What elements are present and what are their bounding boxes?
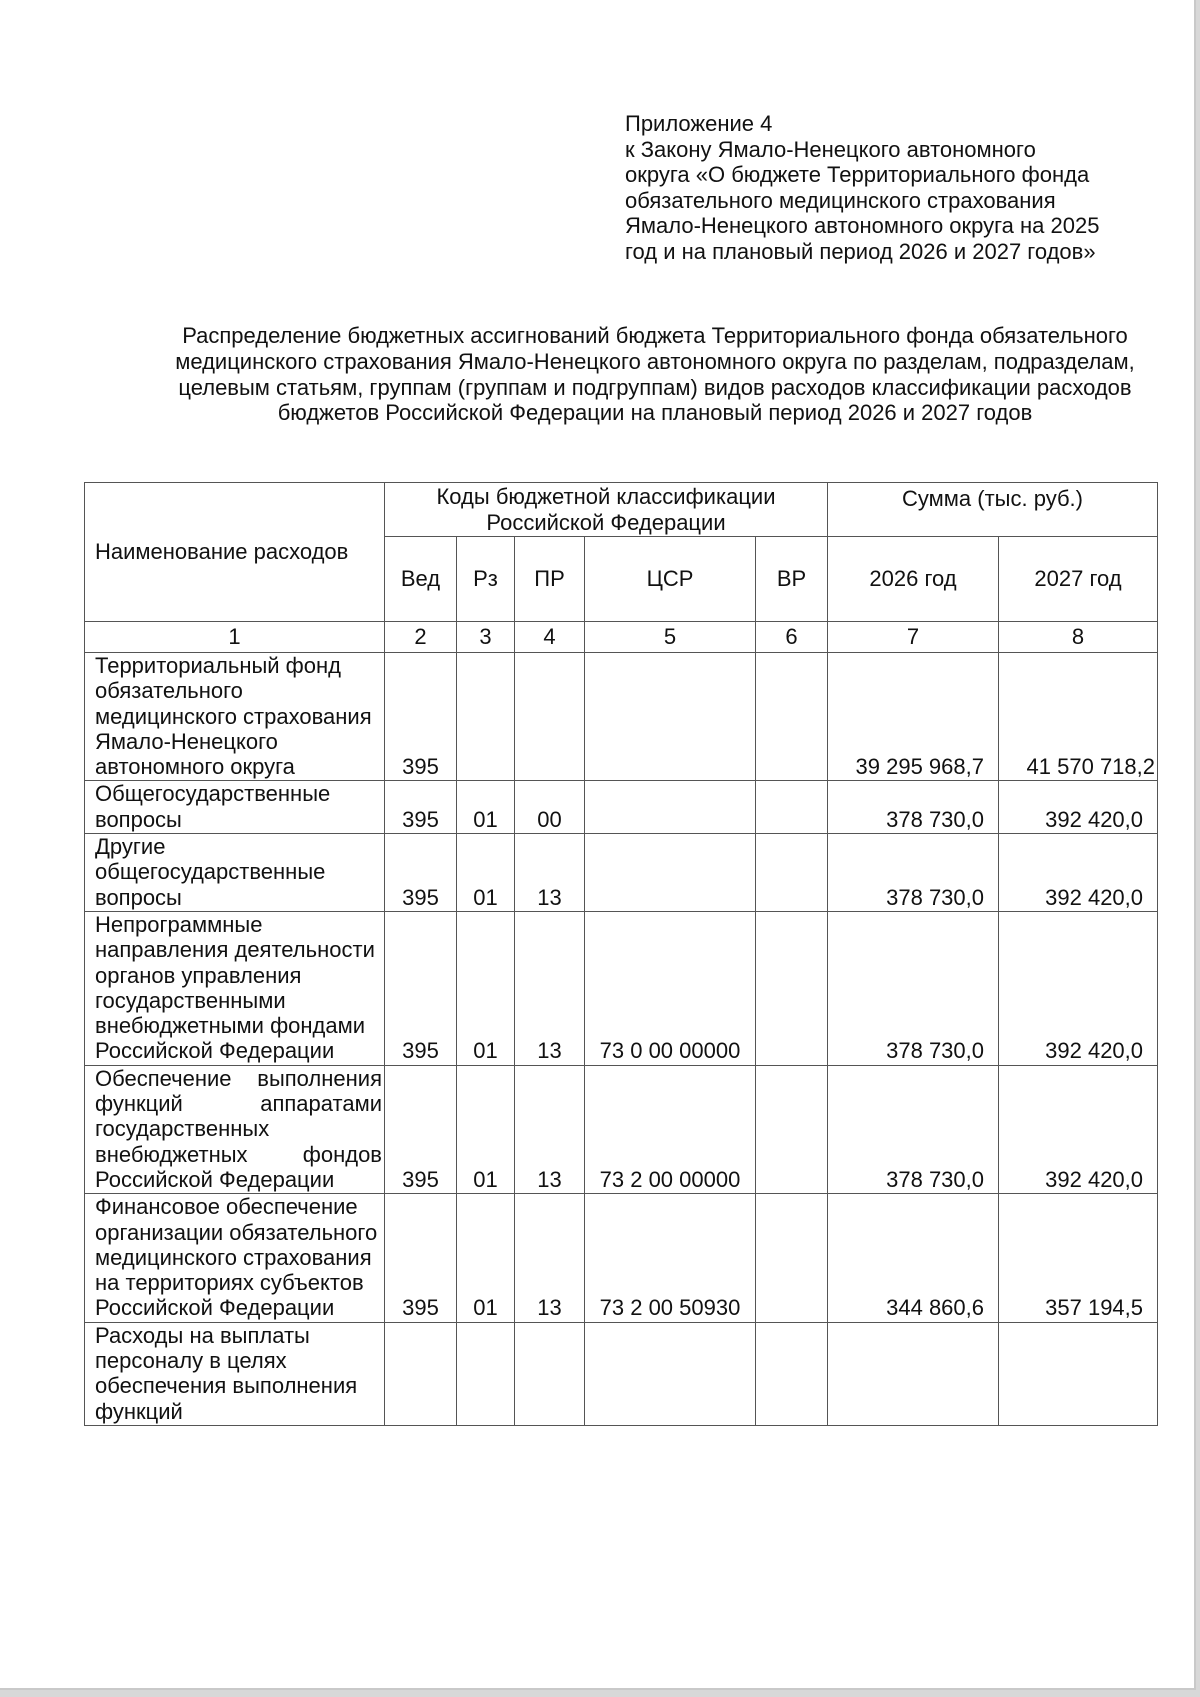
code-ved: 395 xyxy=(385,1065,457,1193)
header-rz: Рз xyxy=(457,537,515,622)
amount-2027: 392 420,0 xyxy=(999,834,1158,912)
appendix-reference xyxy=(625,111,1105,264)
code-csr: 73 2 00 50930 xyxy=(585,1194,756,1322)
amount-2027: 392 420,0 xyxy=(999,911,1158,1065)
code-ved: 395 xyxy=(385,653,457,781)
column-number-row xyxy=(85,622,1158,653)
header-year-2027: 2027 год xyxy=(999,537,1158,622)
header-codes: Коды бюджетной классификации Российской Федерации xyxy=(385,483,828,537)
amount-2026: 378 730,0 xyxy=(828,834,999,912)
amount-2026: 344 860,6 xyxy=(828,1194,999,1322)
header-sum: Сумма (тыс. руб.) xyxy=(828,483,1158,537)
amount-2027 xyxy=(999,1322,1158,1425)
header-name: Наименование расходов xyxy=(85,483,385,622)
table-row xyxy=(85,1194,1158,1322)
header-csr: ЦСР xyxy=(585,537,756,622)
code-csr xyxy=(585,781,756,834)
code-pr: 00 xyxy=(515,781,585,834)
code-pr: 13 xyxy=(515,834,585,912)
code-ved: 395 xyxy=(385,911,457,1065)
expense-name: Непрограммные направления деятельности органов управления государственными внебюджетными фондами Российской Федерации xyxy=(85,911,385,1065)
column-number: 3 xyxy=(457,622,515,653)
code-rz: 01 xyxy=(457,834,515,912)
table-row xyxy=(85,1065,1158,1193)
code-pr: 13 xyxy=(515,1065,585,1193)
amount-2026: 39 295 968,7 xyxy=(828,653,999,781)
expense-name: Обеспечение выполнения функций аппаратами государственных внебюджетных фондов Российской Федерации xyxy=(85,1065,385,1193)
expense-name: Другие общегосударственные вопросы xyxy=(85,834,385,912)
table-row xyxy=(85,1322,1158,1425)
code-csr xyxy=(585,653,756,781)
code-vr xyxy=(756,653,828,781)
code-rz: 01 xyxy=(457,1194,515,1322)
code-ved: 395 xyxy=(385,781,457,834)
expense-name: Финансовое обеспечение организации обязательного медицинского страхования на территориях субъектов Российской Федерации xyxy=(85,1194,385,1322)
header-pr: ПР xyxy=(515,537,585,622)
table-row xyxy=(85,834,1158,912)
amount-2026: 378 730,0 xyxy=(828,911,999,1065)
amount-2026: 378 730,0 xyxy=(828,1065,999,1193)
code-csr: 73 0 00 00000 xyxy=(585,911,756,1065)
code-vr xyxy=(756,834,828,912)
code-pr xyxy=(515,653,585,781)
code-rz: 01 xyxy=(457,781,515,834)
code-rz: 01 xyxy=(457,1065,515,1193)
code-vr xyxy=(756,1322,828,1425)
code-vr xyxy=(756,1194,828,1322)
amount-2026 xyxy=(828,1322,999,1425)
appendix-law-reference: к Закону Ямало-Ненецкого автономного округа «О бюджете Территориального фонда обязательного медицинского страхования Ямало-Ненецкого автономного округа на 2025 год и на плановый период 2026 и 2027 годов» xyxy=(625,136,1100,264)
table-row xyxy=(85,911,1158,1065)
column-number: 2 xyxy=(385,622,457,653)
code-rz xyxy=(457,1322,515,1425)
expense-name: Общегосударственные вопросы xyxy=(85,781,385,834)
column-number: 6 xyxy=(756,622,828,653)
column-number: 5 xyxy=(585,622,756,653)
code-rz: 01 xyxy=(457,911,515,1065)
code-ved: 395 xyxy=(385,1194,457,1322)
column-number: 8 xyxy=(999,622,1158,653)
column-number: 1 xyxy=(85,622,385,653)
budget-allocation-table xyxy=(84,482,1158,1426)
code-vr xyxy=(756,911,828,1065)
header-year-2026: 2026 год xyxy=(828,537,999,622)
table-row xyxy=(85,653,1158,781)
amount-2027: 392 420,0 xyxy=(999,781,1158,834)
amount-2027: 357 194,5 xyxy=(999,1194,1158,1322)
document-title: Распределение бюджетных ассигнований бюджета Территориального фонда обязательного медицинского страхования Ямало-Ненецкого автономного округа по разделам, подразделам, целевым статьям, группам (группам и подгруппам) видов расходов классификации расходов бюджетов Российской Федерации на плановый период 2026 и 2027 годов xyxy=(175,323,1135,426)
code-pr: 13 xyxy=(515,1194,585,1322)
table-row xyxy=(85,781,1158,834)
appendix-number: Приложение 4 xyxy=(625,111,773,136)
code-csr xyxy=(585,834,756,912)
code-vr xyxy=(756,1065,828,1193)
header-row-top xyxy=(85,483,1158,537)
expense-name: Расходы на выплаты персоналу в целях обеспечения выполнения функций xyxy=(85,1322,385,1425)
code-rz xyxy=(457,653,515,781)
code-csr xyxy=(585,1322,756,1425)
amount-2027: 41 570 718,2 xyxy=(999,653,1158,781)
column-number: 7 xyxy=(828,622,999,653)
code-ved: 395 xyxy=(385,834,457,912)
amount-2027: 392 420,0 xyxy=(999,1065,1158,1193)
code-pr: 13 xyxy=(515,911,585,1065)
code-vr xyxy=(756,781,828,834)
header-vr: ВР xyxy=(756,537,828,622)
column-number: 4 xyxy=(515,622,585,653)
code-pr xyxy=(515,1322,585,1425)
code-ved xyxy=(385,1322,457,1425)
expense-name: Территориальный фонд обязательного медицинского страхования Ямало-Ненецкого автономного округа xyxy=(85,653,385,781)
header-ved: Вед xyxy=(385,537,457,622)
amount-2026: 378 730,0 xyxy=(828,781,999,834)
code-csr: 73 2 00 00000 xyxy=(585,1065,756,1193)
